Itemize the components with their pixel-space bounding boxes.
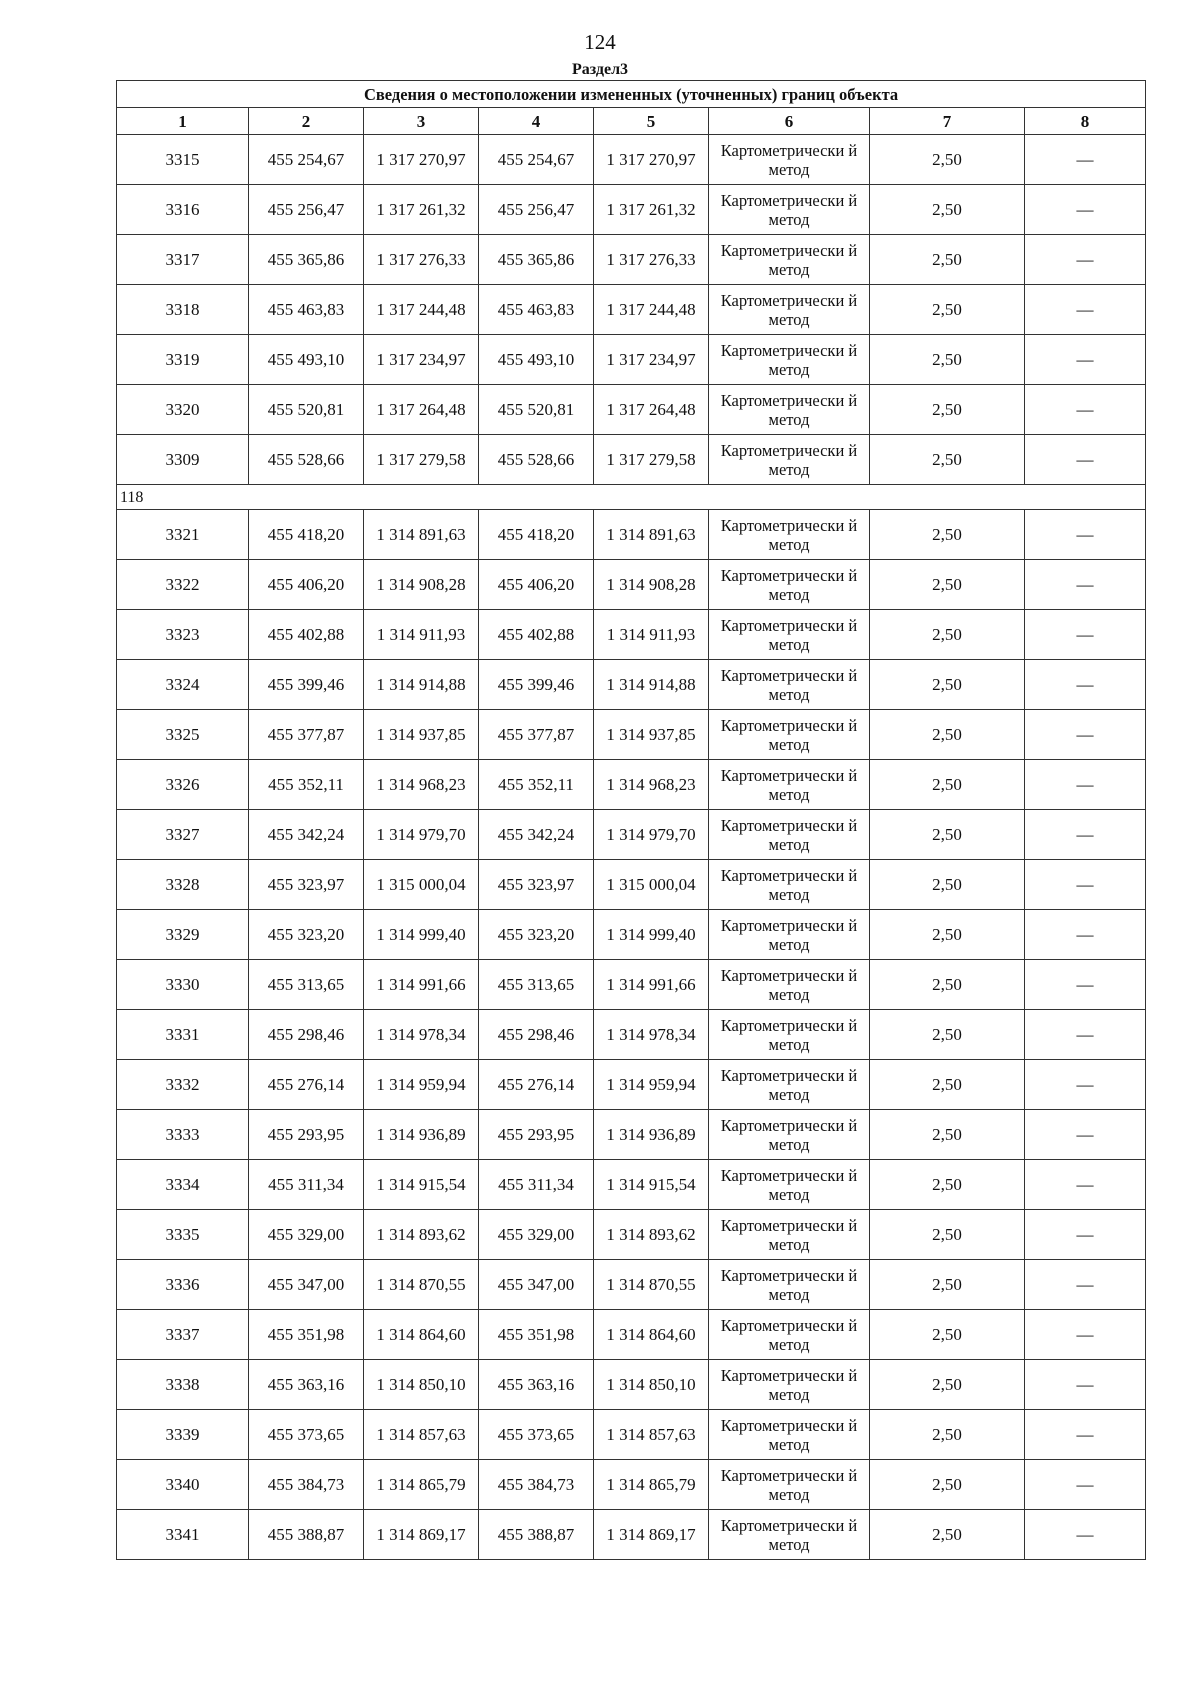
point-number-cell: 3324 [117,660,249,710]
accuracy-cell: 2,50 [870,510,1025,560]
y-refined-cell: 1 314 869,17 [594,1510,709,1560]
x-refined-cell: 455 373,65 [479,1410,594,1460]
accuracy-cell: 2,50 [870,1260,1025,1310]
y-refined-cell: 1 314 959,94 [594,1060,709,1110]
y-refined-cell: 1 315 000,04 [594,860,709,910]
table-row [117,1160,1146,1210]
method-cell: Картометрически й метод [709,1360,870,1410]
boundary-coordinates-table [116,80,1146,1560]
point-number-cell: 3323 [117,610,249,660]
accuracy-cell: 2,50 [870,610,1025,660]
description-cell: — [1025,710,1146,760]
y-existing-cell: 1 314 915,54 [364,1160,479,1210]
x-refined-cell: 455 347,00 [479,1260,594,1310]
column-header: 4 [479,108,594,135]
point-number-cell: 3321 [117,510,249,560]
x-refined-cell: 455 276,14 [479,1060,594,1110]
y-existing-cell: 1 315 000,04 [364,860,479,910]
table-row [117,435,1146,485]
description-cell: — [1025,1110,1146,1160]
y-refined-cell: 1 314 870,55 [594,1260,709,1310]
table-row [117,660,1146,710]
y-existing-cell: 1 317 270,97 [364,135,479,185]
method-cell: Картометрически й метод [709,285,870,335]
method-cell: Картометрически й метод [709,510,870,560]
y-existing-cell: 1 314 908,28 [364,560,479,610]
y-existing-cell: 1 314 978,34 [364,1010,479,1060]
point-number-cell: 3316 [117,185,249,235]
point-number-cell: 3319 [117,335,249,385]
table-row [117,610,1146,660]
y-refined-cell: 1 317 234,97 [594,335,709,385]
x-existing-cell: 455 323,20 [249,910,364,960]
table-title: Сведения о местоположении измененных (уточненных) границ объекта [117,81,1146,108]
table-row [117,960,1146,1010]
accuracy-cell: 2,50 [870,560,1025,610]
y-refined-cell: 1 314 914,88 [594,660,709,710]
description-cell: — [1025,1060,1146,1110]
method-cell: Картометрически й метод [709,1310,870,1360]
y-refined-cell: 1 317 270,97 [594,135,709,185]
x-existing-cell: 455 406,20 [249,560,364,610]
section-title: Раздел3 [571,61,629,78]
table-row [117,1060,1146,1110]
y-existing-cell: 1 314 968,23 [364,760,479,810]
x-refined-cell: 455 463,83 [479,285,594,335]
x-existing-cell: 455 313,65 [249,960,364,1010]
point-number-cell: 3329 [117,910,249,960]
x-existing-cell: 455 377,87 [249,710,364,760]
y-existing-cell: 1 314 979,70 [364,810,479,860]
x-existing-cell: 455 418,20 [249,510,364,560]
accuracy-cell: 2,50 [870,185,1025,235]
accuracy-cell: 2,50 [870,1010,1025,1060]
table-row [117,1510,1146,1560]
method-cell: Картометрически й метод [709,860,870,910]
column-header-row [117,108,1146,135]
point-number-cell: 3333 [117,1110,249,1160]
column-header: 7 [870,108,1025,135]
column-header: 8 [1025,108,1146,135]
column-header: 3 [364,108,479,135]
column-header: 1 [117,108,249,135]
table-body [117,81,1146,1560]
y-refined-cell: 1 314 991,66 [594,960,709,1010]
x-refined-cell: 455 384,73 [479,1460,594,1510]
accuracy-cell: 2,50 [870,1110,1025,1160]
x-existing-cell: 455 363,16 [249,1360,364,1410]
page-number: 124 [584,30,616,54]
method-cell: Картометрически й метод [709,1010,870,1060]
x-existing-cell: 455 256,47 [249,185,364,235]
table-row [117,760,1146,810]
x-existing-cell: 455 388,87 [249,1510,364,1560]
accuracy-cell: 2,50 [870,1210,1025,1260]
point-number-cell: 3327 [117,810,249,860]
x-existing-cell: 455 402,88 [249,610,364,660]
accuracy-cell: 2,50 [870,960,1025,1010]
table-row [117,1210,1146,1260]
y-existing-cell: 1 314 959,94 [364,1060,479,1110]
x-existing-cell: 455 254,67 [249,135,364,185]
table-row [117,810,1146,860]
y-existing-cell: 1 317 279,58 [364,435,479,485]
accuracy-cell: 2,50 [870,1310,1025,1360]
point-number-cell: 3340 [117,1460,249,1510]
description-cell: — [1025,660,1146,710]
column-header: 2 [249,108,364,135]
x-existing-cell: 455 311,34 [249,1160,364,1210]
x-existing-cell: 455 298,46 [249,1010,364,1060]
y-refined-cell: 1 314 891,63 [594,510,709,560]
accuracy-cell: 2,50 [870,135,1025,185]
point-number-cell: 3331 [117,1010,249,1060]
accuracy-cell: 2,50 [870,1460,1025,1510]
point-number-cell: 3320 [117,385,249,435]
method-cell: Картометрически й метод [709,660,870,710]
y-existing-cell: 1 314 936,89 [364,1110,479,1160]
method-cell: Картометрически й метод [709,610,870,660]
y-refined-cell: 1 314 968,23 [594,760,709,810]
accuracy-cell: 2,50 [870,435,1025,485]
accuracy-cell: 2,50 [870,710,1025,760]
description-cell: — [1025,1160,1146,1210]
y-existing-cell: 1 314 864,60 [364,1310,479,1360]
method-cell: Картометрически й метод [709,1210,870,1260]
x-existing-cell: 455 399,46 [249,660,364,710]
description-cell: — [1025,1260,1146,1310]
x-existing-cell: 455 373,65 [249,1410,364,1460]
y-existing-cell: 1 314 891,63 [364,510,479,560]
point-number-cell: 3328 [117,860,249,910]
accuracy-cell: 2,50 [870,1360,1025,1410]
accuracy-cell: 2,50 [870,810,1025,860]
y-refined-cell: 1 314 936,89 [594,1110,709,1160]
y-refined-cell: 1 314 857,63 [594,1410,709,1460]
x-refined-cell: 455 311,34 [479,1160,594,1210]
description-cell: — [1025,1010,1146,1060]
accuracy-cell: 2,50 [870,660,1025,710]
accuracy-cell: 2,50 [870,335,1025,385]
accuracy-cell: 2,50 [870,1510,1025,1560]
accuracy-cell: 2,50 [870,860,1025,910]
contour-number: 118 [117,485,1146,510]
y-existing-cell: 1 314 857,63 [364,1410,479,1460]
table-row [117,560,1146,610]
table-row [117,185,1146,235]
x-existing-cell: 455 347,00 [249,1260,364,1310]
x-existing-cell: 455 520,81 [249,385,364,435]
table-row [117,910,1146,960]
y-existing-cell: 1 314 999,40 [364,910,479,960]
description-cell: — [1025,810,1146,860]
description-cell: — [1025,960,1146,1010]
y-refined-cell: 1 314 979,70 [594,810,709,860]
y-existing-cell: 1 314 911,93 [364,610,479,660]
y-existing-cell: 1 314 893,62 [364,1210,479,1260]
y-existing-cell: 1 314 850,10 [364,1360,479,1410]
y-refined-cell: 1 317 244,48 [594,285,709,335]
point-number-cell: 3332 [117,1060,249,1110]
table-row [117,1460,1146,1510]
method-cell: Картометрически й метод [709,335,870,385]
x-refined-cell: 455 406,20 [479,560,594,610]
method-cell: Картометрически й метод [709,385,870,435]
x-refined-cell: 455 363,16 [479,1360,594,1410]
description-cell: — [1025,385,1146,435]
x-existing-cell: 455 528,66 [249,435,364,485]
table-row [117,1110,1146,1160]
x-existing-cell: 455 323,97 [249,860,364,910]
y-existing-cell: 1 314 914,88 [364,660,479,710]
point-number-cell: 3330 [117,960,249,1010]
point-number-cell: 3339 [117,1410,249,1460]
x-refined-cell: 455 399,46 [479,660,594,710]
column-header: 6 [709,108,870,135]
y-existing-cell: 1 317 276,33 [364,235,479,285]
x-existing-cell: 455 276,14 [249,1060,364,1110]
description-cell: — [1025,1510,1146,1560]
method-cell: Картометрически й метод [709,1160,870,1210]
y-refined-cell: 1 314 850,10 [594,1360,709,1410]
y-refined-cell: 1 314 937,85 [594,710,709,760]
x-refined-cell: 455 418,20 [479,510,594,560]
method-cell: Картометрически й метод [709,960,870,1010]
x-existing-cell: 455 293,95 [249,1110,364,1160]
point-number-cell: 3322 [117,560,249,610]
description-cell: — [1025,510,1146,560]
description-cell: — [1025,860,1146,910]
table-row [117,860,1146,910]
y-existing-cell: 1 317 264,48 [364,385,479,435]
x-refined-cell: 455 342,24 [479,810,594,860]
accuracy-cell: 2,50 [870,385,1025,435]
y-refined-cell: 1 317 264,48 [594,385,709,435]
table-row [117,135,1146,185]
x-refined-cell: 455 520,81 [479,385,594,435]
y-refined-cell: 1 317 279,58 [594,435,709,485]
method-cell: Картометрически й метод [709,710,870,760]
y-existing-cell: 1 317 234,97 [364,335,479,385]
point-number-cell: 3309 [117,435,249,485]
y-existing-cell: 1 317 244,48 [364,285,479,335]
x-refined-cell: 455 329,00 [479,1210,594,1260]
point-number-cell: 3338 [117,1360,249,1410]
y-existing-cell: 1 317 261,32 [364,185,479,235]
x-existing-cell: 455 463,83 [249,285,364,335]
accuracy-cell: 2,50 [870,1060,1025,1110]
point-number-cell: 3326 [117,760,249,810]
method-cell: Картометрически й метод [709,1260,870,1310]
x-existing-cell: 455 351,98 [249,1310,364,1360]
description-cell: — [1025,1310,1146,1360]
method-cell: Картометрически й метод [709,1510,870,1560]
x-refined-cell: 455 298,46 [479,1010,594,1060]
table-row [117,510,1146,560]
point-number-cell: 3334 [117,1160,249,1210]
x-refined-cell: 455 352,11 [479,760,594,810]
point-number-cell: 3318 [117,285,249,335]
x-refined-cell: 455 388,87 [479,1510,594,1560]
y-existing-cell: 1 314 937,85 [364,710,479,760]
description-cell: — [1025,610,1146,660]
accuracy-cell: 2,50 [870,760,1025,810]
accuracy-cell: 2,50 [870,910,1025,960]
description-cell: — [1025,560,1146,610]
method-cell: Картометрически й метод [709,1410,870,1460]
description-cell: — [1025,435,1146,485]
x-refined-cell: 455 351,98 [479,1310,594,1360]
table-row [117,1010,1146,1060]
y-existing-cell: 1 314 991,66 [364,960,479,1010]
method-cell: Картометрически й метод [709,235,870,285]
x-existing-cell: 455 352,11 [249,760,364,810]
x-refined-cell: 455 402,88 [479,610,594,660]
point-number-cell: 3317 [117,235,249,285]
description-cell: — [1025,335,1146,385]
point-number-cell: 3335 [117,1210,249,1260]
method-cell: Картометрически й метод [709,185,870,235]
table-row [117,285,1146,335]
y-existing-cell: 1 314 865,79 [364,1460,479,1510]
y-refined-cell: 1 317 276,33 [594,235,709,285]
y-refined-cell: 1 314 865,79 [594,1460,709,1510]
method-cell: Картометрически й метод [709,560,870,610]
table-row [117,710,1146,760]
x-refined-cell: 455 323,97 [479,860,594,910]
contour-group-row [117,485,1146,510]
x-refined-cell: 455 493,10 [479,335,594,385]
table-caption-row [117,81,1146,108]
method-cell: Картометрически й метод [709,1060,870,1110]
y-refined-cell: 1 314 908,28 [594,560,709,610]
accuracy-cell: 2,50 [870,235,1025,285]
y-refined-cell: 1 314 864,60 [594,1310,709,1360]
y-refined-cell: 1 314 893,62 [594,1210,709,1260]
x-refined-cell: 455 323,20 [479,910,594,960]
point-number-cell: 3337 [117,1310,249,1360]
x-existing-cell: 455 342,24 [249,810,364,860]
column-header: 5 [594,108,709,135]
x-refined-cell: 455 254,67 [479,135,594,185]
x-refined-cell: 455 377,87 [479,710,594,760]
y-refined-cell: 1 314 999,40 [594,910,709,960]
y-refined-cell: 1 317 261,32 [594,185,709,235]
x-existing-cell: 455 493,10 [249,335,364,385]
y-existing-cell: 1 314 870,55 [364,1260,479,1310]
y-refined-cell: 1 314 915,54 [594,1160,709,1210]
point-number-cell: 3341 [117,1510,249,1560]
method-cell: Картометрически й метод [709,910,870,960]
method-cell: Картометрически й метод [709,810,870,860]
table-row [117,1310,1146,1360]
description-cell: — [1025,185,1146,235]
method-cell: Картометрически й метод [709,760,870,810]
x-existing-cell: 455 384,73 [249,1460,364,1510]
x-refined-cell: 455 365,86 [479,235,594,285]
y-refined-cell: 1 314 911,93 [594,610,709,660]
point-number-cell: 3336 [117,1260,249,1310]
table-row [117,385,1146,435]
x-refined-cell: 455 256,47 [479,185,594,235]
description-cell: — [1025,760,1146,810]
description-cell: — [1025,1410,1146,1460]
description-cell: — [1025,1360,1146,1410]
description-cell: — [1025,235,1146,285]
description-cell: — [1025,910,1146,960]
y-existing-cell: 1 314 869,17 [364,1510,479,1560]
accuracy-cell: 2,50 [870,285,1025,335]
y-refined-cell: 1 314 978,34 [594,1010,709,1060]
description-cell: — [1025,1210,1146,1260]
accuracy-cell: 2,50 [870,1410,1025,1460]
point-number-cell: 3325 [117,710,249,760]
description-cell: — [1025,1460,1146,1510]
table-row [117,1260,1146,1310]
x-existing-cell: 455 365,86 [249,235,364,285]
x-refined-cell: 455 528,66 [479,435,594,485]
table-row [117,235,1146,285]
table-row [117,1360,1146,1410]
x-refined-cell: 455 313,65 [479,960,594,1010]
description-cell: — [1025,135,1146,185]
description-cell: — [1025,285,1146,335]
x-refined-cell: 455 293,95 [479,1110,594,1160]
point-number-cell: 3315 [117,135,249,185]
table-row [117,335,1146,385]
table-row [117,1410,1146,1460]
method-cell: Картометрически й метод [709,1110,870,1160]
method-cell: Картометрически й метод [709,135,870,185]
x-existing-cell: 455 329,00 [249,1210,364,1260]
method-cell: Картометрически й метод [709,1460,870,1510]
accuracy-cell: 2,50 [870,1160,1025,1210]
method-cell: Картометрически й метод [709,435,870,485]
